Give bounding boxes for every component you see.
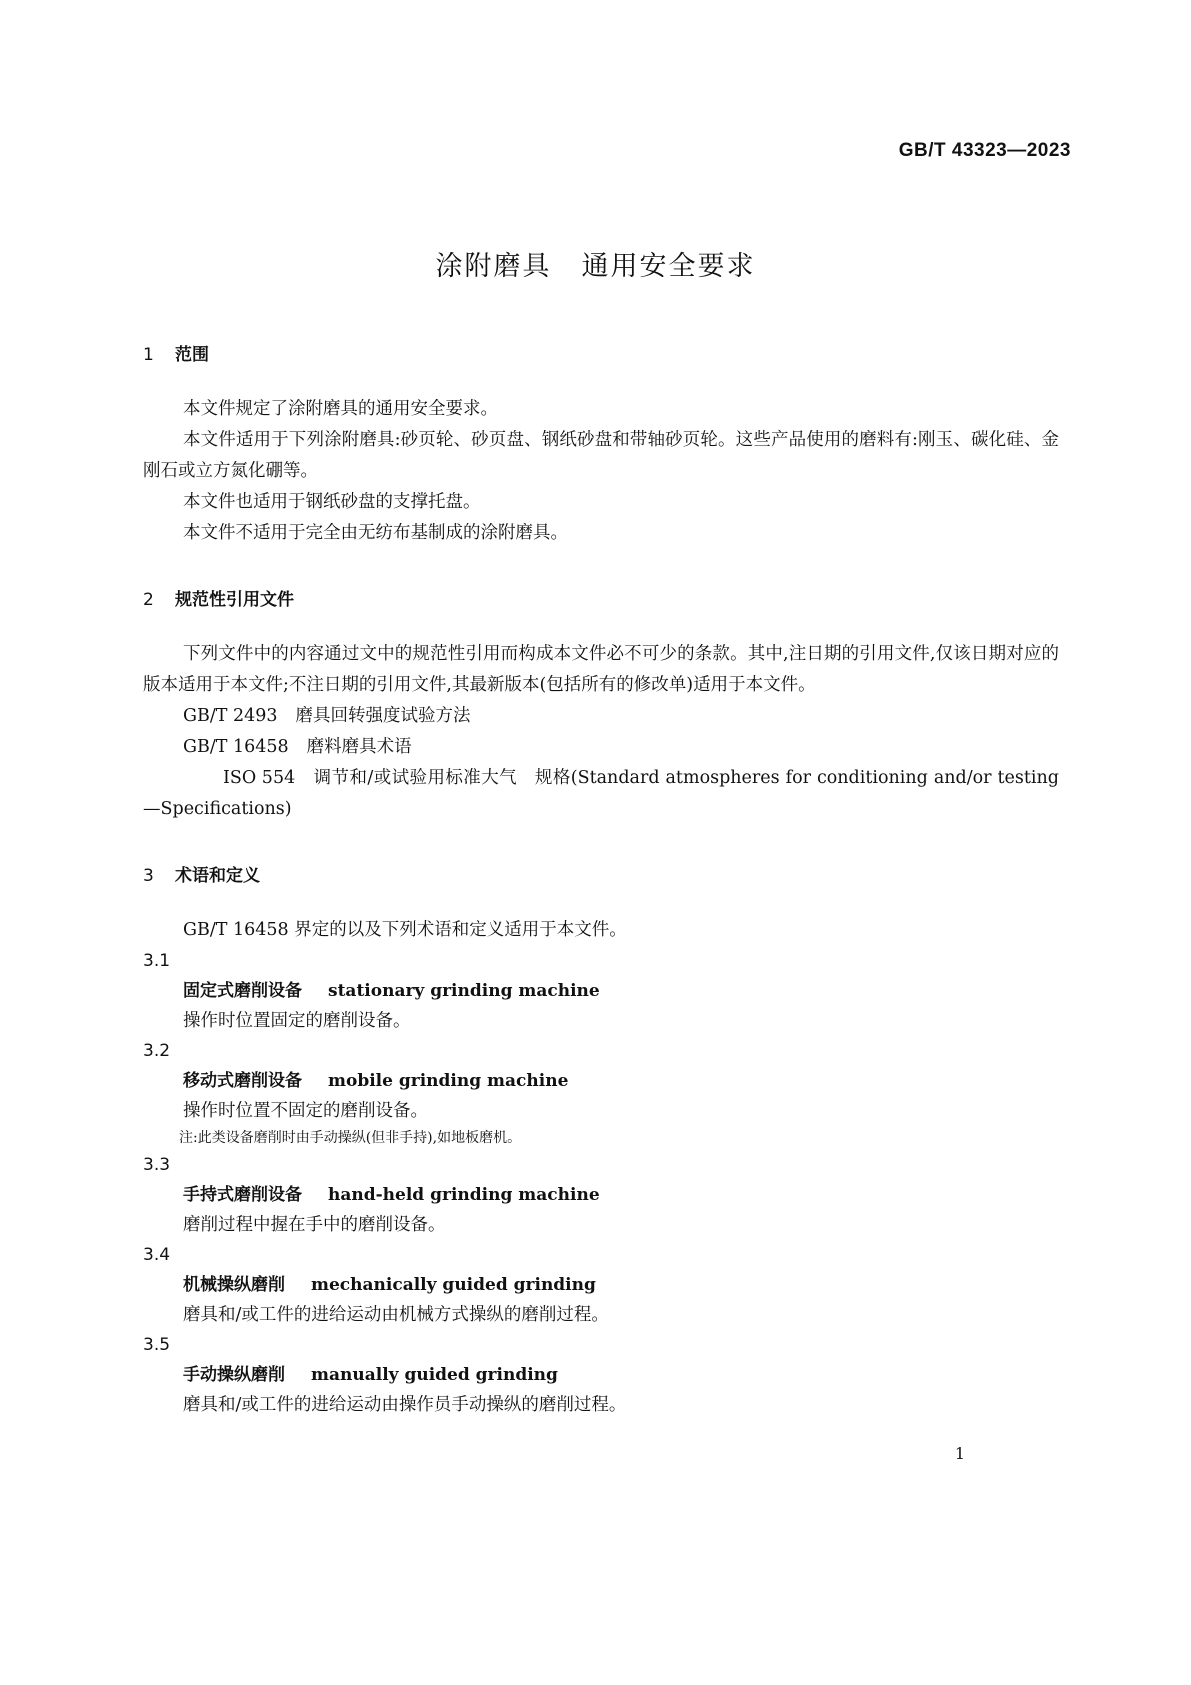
section-3-heading: 3 术语和定义 (143, 866, 260, 886)
title-part-2: 通用安全要求 (581, 251, 756, 282)
term-entry (143, 1036, 1059, 1150)
section-2-heading: 2 规范性引用文件 (143, 590, 294, 610)
term-definition: 操作时位置固定的磨削设备。 (183, 1011, 411, 1031)
standard-code: GB/T 43323—2023 (898, 140, 1071, 161)
page-number: 1 (954, 1444, 965, 1463)
section-1-paragraph: 本文件不适用于完全由无纺布基制成的涂附磨具。 (183, 523, 568, 543)
term-heading: 固定式磨削设备 stationary grinding machine (183, 981, 600, 1001)
section-3-intro: GB/T 16458 界定的以及下列术语和定义适用于本文件。 (183, 920, 627, 940)
term-entry (143, 1150, 1059, 1240)
title-part-1: 涂附磨具 (435, 251, 552, 282)
section-1-heading: 1 范围 (143, 345, 209, 365)
section-1-paragraph: 本文件规定了涂附磨具的通用安全要求。 (183, 399, 498, 419)
term-definition: 磨具和/或工件的进给运动由机械方式操纵的磨削过程。 (183, 1305, 609, 1325)
reference-item: GB/T 2493 磨具回转强度试验方法 (183, 706, 471, 726)
section-1-paragraph: 本文件适用于下列涂附磨具:砂页轮、砂页盘、钢纸砂盘和带轴砂页轮。这些产品使用的磨料有:刚玉、碳化硅、金刚石或立方氮化硼等。 (143, 430, 1059, 481)
section-1-paragraph: 本文件也适用于钢纸砂盘的支撑托盘。 (183, 492, 481, 512)
term-definition: 磨具和/或工件的进给运动由操作员手动操纵的磨削过程。 (183, 1395, 627, 1415)
term-number: 3.2 (143, 1041, 171, 1061)
reference-item: ISO 554 调节和/或试验用标准大气 规格(Standard atmospheres for conditioning and/or testing—Specifications) (143, 768, 1059, 819)
term-number: 3.4 (143, 1245, 171, 1265)
term-heading: 移动式磨削设备 mobile grinding machine (183, 1071, 569, 1091)
section-2-intro: 下列文件中的内容通过文中的规范性引用而构成本文件必不可少的条款。其中,注日期的引用文件,仅该日期对应的版本适用于本文件;不注日期的引用文件,其最新版本(包括所有的修改单)适用于本文件。 (143, 644, 1059, 695)
document-body (143, 340, 1059, 1420)
term-heading: 手动操纵磨削 manually guided grinding (183, 1365, 558, 1385)
term-definition: 操作时位置不固定的磨削设备。 (183, 1101, 428, 1121)
term-entry (143, 1240, 1059, 1330)
term-definition: 磨削过程中握在手中的磨削设备。 (183, 1215, 446, 1235)
term-number: 3.5 (143, 1335, 171, 1355)
document-title (0, 244, 1191, 283)
term-note: 注:此类设备磨削时由手动操纵(但非手持),如地板磨机。 (179, 1130, 522, 1146)
term-entry (143, 946, 1059, 1036)
term-number: 3.1 (143, 951, 171, 971)
term-entry (143, 1330, 1059, 1420)
term-number: 3.3 (143, 1155, 171, 1175)
term-heading: 机械操纵磨削 mechanically guided grinding (183, 1275, 596, 1295)
term-heading: 手持式磨削设备 hand-held grinding machine (183, 1185, 600, 1205)
reference-item: GB/T 16458 磨料磨具术语 (183, 737, 412, 757)
